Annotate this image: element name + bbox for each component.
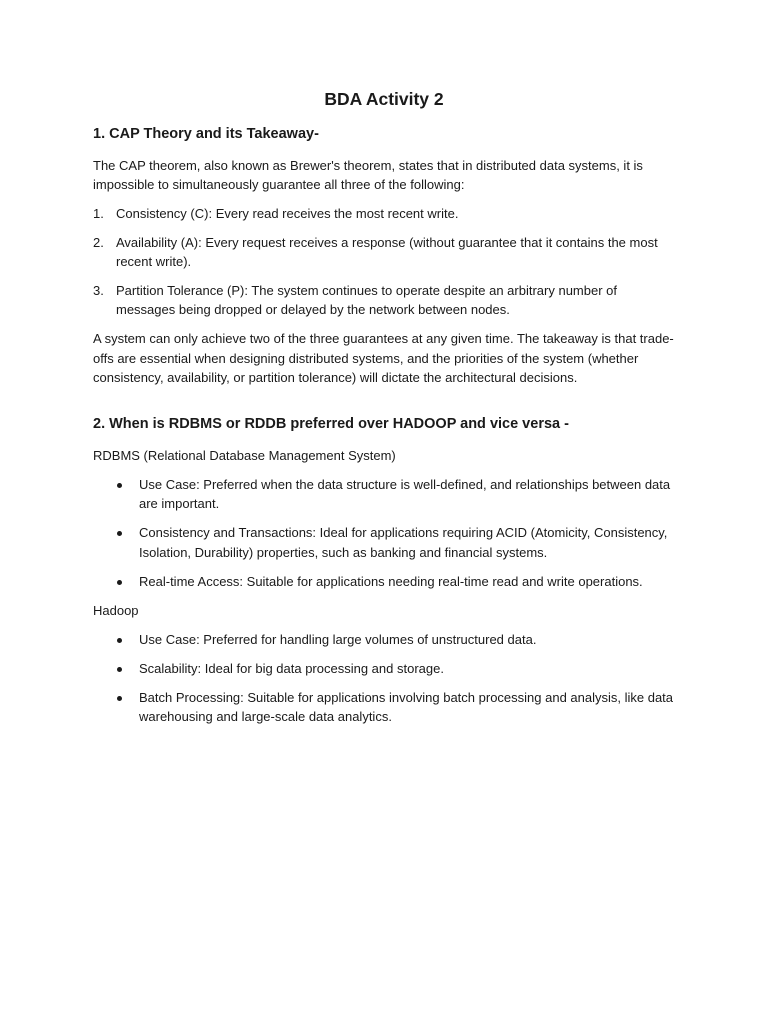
list-item-text: Real-time Access: Suitable for applications needing real-time read and write operations.: [139, 573, 643, 589]
rdbms-bullet-list: [93, 475, 675, 591]
bullet-icon: [117, 667, 122, 672]
document-title: BDA Activity 2: [324, 89, 444, 109]
list-item: [93, 688, 675, 727]
cap-intro-paragraph: The CAP theorem, also known as Brewer's theorem, states that in distributed data systems, it is impossible to simultaneously guarantee all three of the following:: [93, 158, 643, 193]
section-heading-cap: 1. CAP Theory and its Takeaway-: [93, 126, 319, 142]
list-item: [93, 523, 675, 562]
list-item-text: Consistency (C): Every read receives the most recent write.: [116, 205, 459, 221]
list-item: [93, 659, 675, 678]
hadoop-bullet-list: [93, 630, 675, 727]
list-item: [93, 233, 675, 272]
list-number: 3.: [93, 283, 104, 299]
list-item-text: Consistency and Transactions: Ideal for applications requiring ACID (Atomicity, Consistency, Isolation, Durability) properties, such as banking and financial systems.: [139, 525, 668, 560]
bullet-icon: [117, 531, 122, 536]
list-item-text: Use Case: Preferred when the data structure is well-defined, and relationships between data are important.: [139, 476, 671, 512]
list-number: 1.: [93, 205, 104, 221]
section-heading-rdbms-vs-hadoop: 2. When is RDBMS or RDDB preferred over HADOOP and vice versa -: [93, 415, 569, 432]
list-number: 2.: [93, 234, 104, 250]
list-item-text: Scalability: Ideal for big data processing and storage.: [139, 660, 444, 676]
bullet-icon: [117, 580, 122, 585]
document-page: [93, 88, 675, 736]
list-item-text: Availability (A): Every request receives a response (without guarantee that it contains the most recent write).: [116, 234, 658, 270]
bullet-icon: [117, 483, 122, 488]
rdbms-label: RDBMS (Relational Database Management System): [93, 447, 396, 463]
list-item: [93, 630, 675, 649]
hadoop-label: Hadoop: [93, 602, 139, 618]
list-item-text: Partition Tolerance (P): The system continues to operate despite an arbitrary number of messages being dropped or delayed by the network between nodes.: [116, 283, 618, 318]
list-item: [93, 281, 675, 320]
list-item-text: Batch Processing: Suitable for applications involving batch processing and analysis, like data warehousing and large-scale data analytics.: [139, 689, 674, 725]
bullet-icon: [117, 638, 122, 643]
cap-properties-list: [93, 204, 675, 320]
list-item: [93, 475, 675, 514]
cap-takeaway-paragraph: A system can only achieve two of the three guarantees at any given time. The takeaway is that trade-offs are essential when designing distributed systems, and the priorities of the system (whether consistency, availability, or partition tolerance) will dictate the architectural decisions.: [93, 331, 674, 386]
bullet-icon: [117, 696, 122, 701]
list-item: [93, 572, 675, 591]
list-item-text: Use Case: Preferred for handling large volumes of unstructured data.: [139, 631, 537, 647]
list-item: [93, 204, 675, 223]
